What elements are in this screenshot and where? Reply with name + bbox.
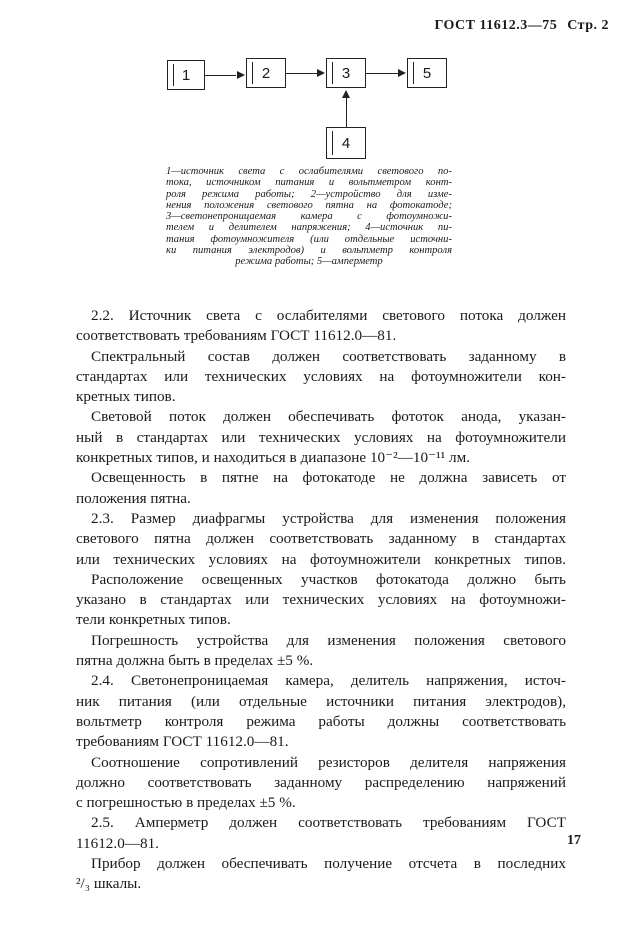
caption-line: тока, источником питания и вольтметром конт- [166, 177, 452, 189]
paragraph-line: с погрешностью в пределах ±5 %. [76, 794, 296, 812]
paragraph-line: конкретных типов, и находиться в диапазоне 10⁻²—10⁻¹¹ лм. [76, 449, 470, 467]
connector-1-2 [205, 75, 236, 76]
caption-line: режима работы; 5—амперметр [235, 256, 383, 268]
diagram-box-4 [326, 127, 366, 159]
paragraph-line: соответствовать требованиям ГОСТ 11612.0—81. [76, 327, 397, 345]
caption-line: телем и делителем напряжения; 4—источник пи- [166, 222, 452, 234]
paragraph-line: 2.3. Размер диафрагмы устройства для изменения положения [91, 509, 566, 527]
paragraph-line: вольтметр контроля режима работы должны соответствовать [76, 712, 566, 730]
caption-line: нения положения светового пятна на фотокатоде; [166, 199, 452, 211]
caption-line: роля режима работы; 2—устройство для изме- [166, 188, 452, 200]
figure-caption [166, 166, 452, 268]
diagram-box-3 [326, 58, 366, 88]
diagram-box-5 [407, 58, 447, 88]
paragraph-line: Соотношение сопротивлений резисторов делителя напряжения [91, 753, 566, 771]
block-diagram [0, 0, 623, 170]
paragraph-line: тели конкретных типов. [76, 611, 231, 629]
paragraph-line: стандартах или технических условиях на фотоумножители кон- [76, 367, 566, 385]
paragraph-line: Погрешность устройства для изменения положения светового [91, 631, 566, 649]
diagram-box-2 [246, 58, 286, 88]
diagram-box-4-label: 4 [341, 134, 351, 152]
diagram-box-1-label: 1 [181, 66, 191, 84]
page-number: 17 [567, 833, 581, 848]
paragraph-line: указано в стандартах или технических условиях на фотоумножи- [76, 591, 566, 609]
paragraph-line: положения пятна. [76, 489, 191, 507]
paragraph-line: ник питания (или отдельные источники питания электродов), [76, 692, 566, 710]
paragraph-line: светового пятна должен соответствовать заданному в стандартах [76, 530, 566, 548]
arrow-right-icon [398, 69, 406, 77]
paragraph-line: Освещенность в пятне на фотокатоде не должна зависеть от [91, 469, 566, 487]
page-label: Стр. 2 [567, 18, 609, 33]
paragraph-line: Спектральный состав должен соответствовать заданному в [91, 347, 566, 365]
paragraph-line: 2.2. Источник света с ослабителями светового потока должен [91, 307, 566, 324]
paragraph-line: требованиям ГОСТ 11612.0—81. [76, 733, 289, 751]
paragraph-line: 2.4. Светонепроницаемая камера, делитель напряжения, источ- [91, 672, 566, 690]
connector-4-3 [346, 97, 347, 127]
paragraph-line: 2.5. Амперметр должен соответствовать требованиям ГОСТ [91, 814, 566, 832]
arrow-right-icon [317, 69, 325, 77]
caption-line: ки питания электродов) и вольтметр контроля [166, 245, 452, 257]
diagram-box-3-label: 3 [341, 64, 351, 82]
diagram-box-5-label: 5 [422, 64, 432, 82]
paragraph-line: 11612.0—81. [76, 834, 159, 852]
paragraph-line: ный в стандартах или технических условиях на фотоумножители [76, 428, 566, 446]
paragraph-line: кретных типов. [76, 388, 176, 406]
paragraph-line: пятна должна быть в пределах ±5 %. [76, 652, 314, 670]
diagram-box-1 [167, 60, 205, 90]
caption-line: тания фотоумножителя (или отдельные источни- [166, 233, 452, 245]
diagram-box-2-label: 2 [261, 64, 271, 82]
connector-2-3 [286, 73, 317, 74]
paragraph-line: должно соответствовать заданному распределению напряжений [76, 773, 566, 791]
caption-line: 3—светонепроницаемая камера с фотоумножи- [166, 211, 452, 223]
paragraph-line: или технических условиях на фотоумножители конкретных типов. [76, 550, 566, 568]
paragraph-line: Прибор должен обеспечивать получение отсчета в последних [91, 855, 566, 873]
body-text [76, 306, 566, 895]
connector-3-5 [366, 73, 398, 74]
paragraph-line: Световой поток должен обеспечивать фототок анода, указан- [91, 408, 566, 426]
arrow-right-icon [237, 71, 245, 79]
caption-line: 1—источник света с ослабителями светового по- [166, 166, 452, 177]
standard-number: ГОСТ 11612.3—75 [434, 18, 558, 33]
paragraph-line: Расположение освещенных участков фотокатода должно быть [91, 570, 566, 588]
paragraph-line: ²/₃ шкалы. [76, 875, 142, 893]
